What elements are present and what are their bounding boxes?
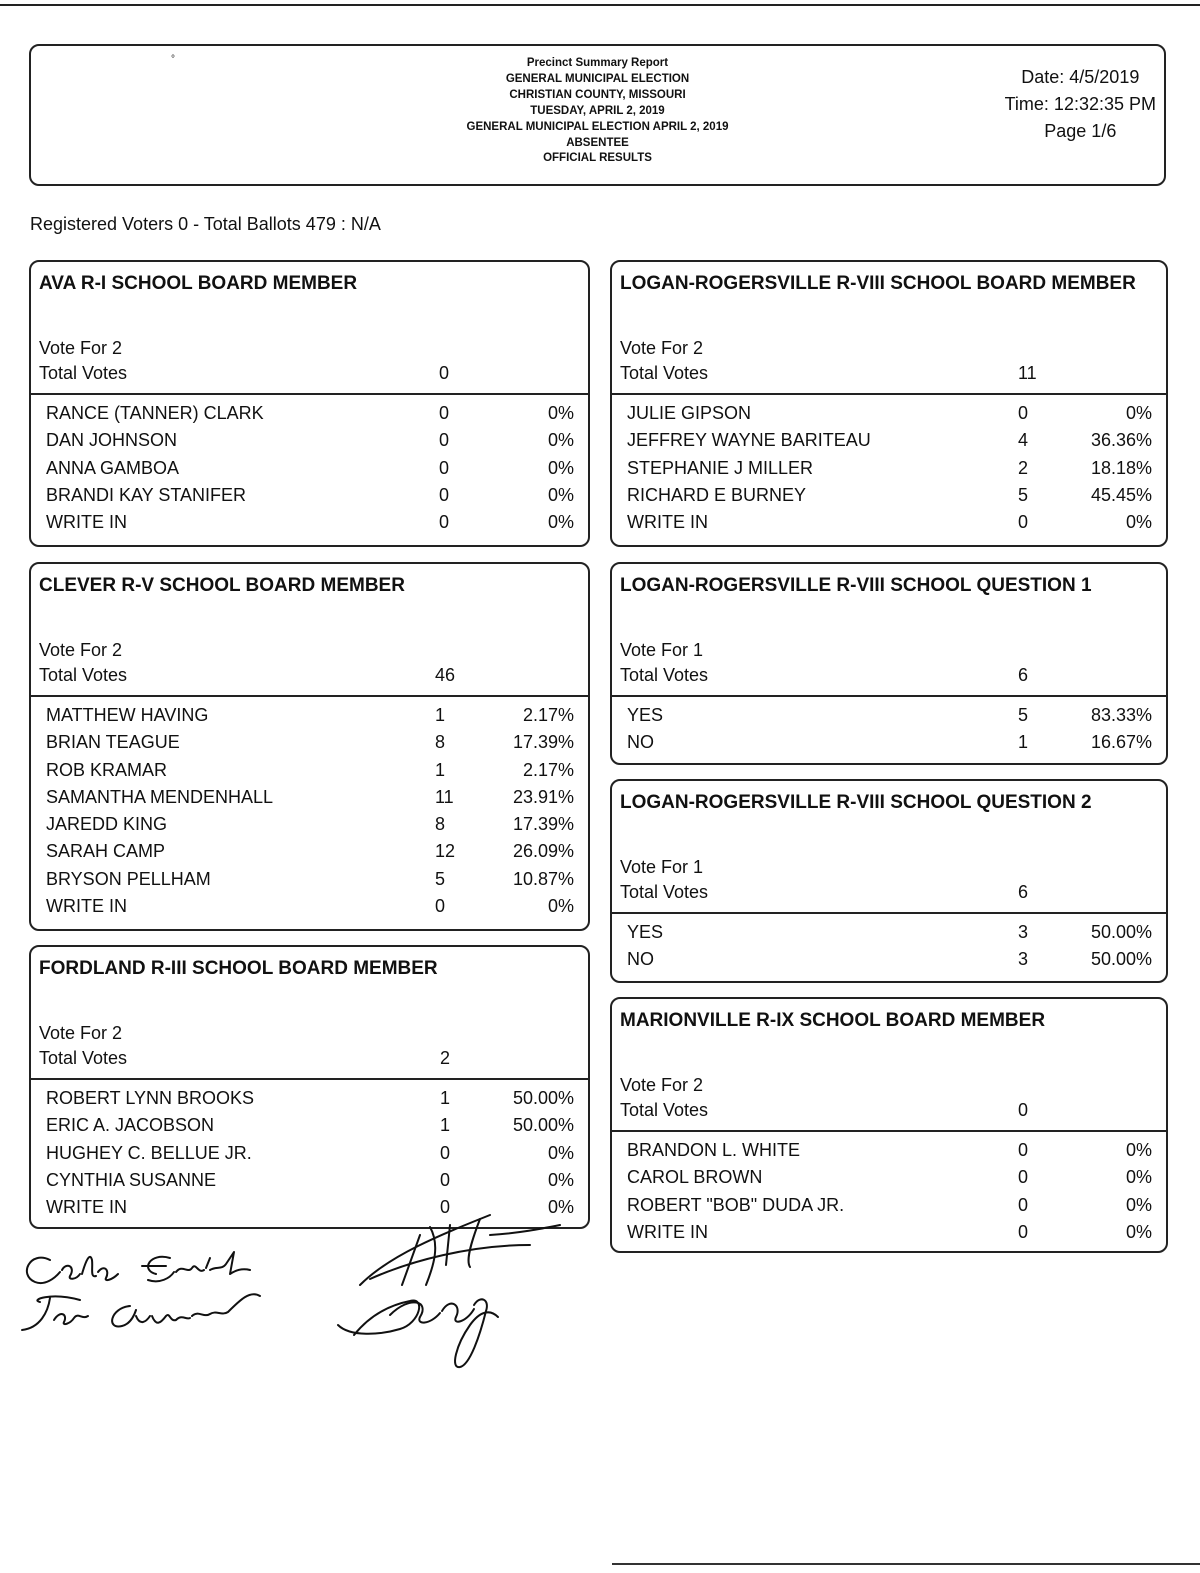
race-title: AVA R-I SCHOOL BOARD MEMBER — [39, 273, 358, 294]
candidate-percent: 0% — [1125, 512, 1152, 533]
candidate-row — [627, 482, 1152, 509]
candidate-percent: 0% — [547, 457, 574, 478]
candidate-name: SAMANTHA MENDENHALL — [46, 786, 274, 807]
vote-for: Vote For 2 — [39, 1023, 123, 1043]
jurisdiction: CHRISTIAN COUNTY, MISSOURI — [509, 88, 686, 101]
candidate-name: BRANDI KAY STANIFER — [46, 484, 247, 505]
candidate-row — [46, 1140, 574, 1167]
candidate-percent: 0% — [547, 512, 574, 533]
total-votes-row — [620, 361, 1166, 386]
candidate-votes: 3 — [1018, 949, 1029, 970]
candidate-percent: 2.17% — [522, 705, 574, 725]
race-meta — [620, 855, 1166, 905]
candidate-percent: 36.36% — [1090, 430, 1152, 451]
candidate-row — [46, 729, 574, 756]
candidate-name: ROBERT "BOB" DUDA JR. — [627, 1194, 845, 1215]
race-meta — [39, 638, 588, 688]
candidate-percent: 16.67% — [1090, 732, 1152, 753]
vote-for: Vote For 2 — [620, 1075, 704, 1095]
total-votes-row — [39, 361, 588, 386]
candidate-percent: 0% — [547, 1142, 574, 1163]
candidate-votes: 5 — [1018, 484, 1029, 505]
candidate-row — [627, 455, 1152, 482]
candidate-percent: 0% — [1125, 1140, 1152, 1160]
candidate-name: WRITE IN — [46, 1197, 127, 1218]
candidate-row — [46, 811, 574, 838]
race-meta — [620, 638, 1166, 688]
candidate-votes: 0 — [440, 1197, 451, 1218]
candidate-row — [46, 1085, 574, 1112]
candidate-votes: 1 — [435, 705, 446, 725]
candidate-row — [627, 509, 1152, 536]
total-votes-value: 2 — [440, 1048, 451, 1068]
candidate-name: WRITE IN — [46, 896, 127, 917]
candidate-row — [46, 866, 574, 893]
candidate-name: ANNA GAMBOA — [46, 457, 180, 478]
candidate-name: CAROL BROWN — [627, 1167, 763, 1188]
precinct-name: ABSENTEE — [566, 136, 629, 149]
candidate-votes: 1 — [1018, 732, 1029, 753]
candidate-list — [46, 702, 574, 920]
candidate-row — [627, 1164, 1152, 1191]
candidate-percent: 17.39% — [512, 814, 574, 835]
race-box — [610, 997, 1168, 1253]
race-title: LOGAN-ROGERSVILLE R-VIII SCHOOL BOARD MEMBER — [620, 273, 1136, 294]
candidate-name: ERIC A. JACOBSON — [46, 1115, 215, 1136]
candidate-row — [46, 1112, 574, 1139]
candidate-name: DAN JOHNSON — [46, 430, 178, 451]
race-box — [29, 945, 590, 1229]
candidate-row — [627, 946, 1152, 973]
race-meta — [620, 336, 1166, 386]
results-status: OFFICIAL RESULTS — [543, 152, 652, 165]
candidate-row — [46, 509, 574, 536]
candidate-row — [627, 702, 1152, 729]
total-votes-label: Total Votes — [620, 665, 709, 685]
bottom-rule — [612, 1563, 1200, 1565]
candidate-votes: 0 — [439, 403, 450, 423]
candidate-percent: 45.45% — [1090, 484, 1152, 505]
candidate-votes: 0 — [439, 457, 450, 478]
signature-1 — [10, 1240, 310, 1360]
candidate-percent: 0% — [1125, 1221, 1152, 1242]
candidate-row — [627, 1219, 1152, 1246]
candidate-name: ROBERT LYNN BROOKS — [46, 1088, 255, 1108]
candidate-name: HUGHEY C. BELLUE JR. — [46, 1142, 252, 1163]
candidate-percent: 0% — [547, 430, 574, 451]
candidate-votes: 0 — [1018, 1221, 1029, 1242]
candidate-row — [627, 427, 1152, 454]
candidate-name: MATTHEW HAVING — [46, 705, 209, 725]
header-mark: ° — [171, 54, 175, 65]
candidate-name: NO — [627, 732, 654, 753]
candidate-votes: 5 — [1018, 705, 1029, 725]
candidate-votes: 0 — [440, 1142, 451, 1163]
report-title: Precinct Summary Report — [526, 57, 669, 69]
race-divider — [612, 695, 1166, 697]
top-rule — [0, 4, 1200, 6]
candidate-votes: 0 — [439, 430, 450, 451]
candidate-votes: 8 — [435, 814, 446, 835]
candidate-votes: 5 — [435, 868, 446, 889]
total-votes-row — [39, 663, 588, 688]
vote-for: Vote For 1 — [620, 857, 704, 877]
race-box — [610, 260, 1168, 547]
candidate-row — [46, 838, 574, 865]
candidate-row — [46, 1167, 574, 1194]
ballot-summary: Registered Voters 0 - Total Ballots 479 : N/A — [30, 214, 381, 234]
race-title: LOGAN-ROGERSVILLE R-VIII SCHOOL QUESTION 2 — [620, 792, 1092, 813]
candidate-list — [46, 400, 574, 536]
candidate-percent: 50.00% — [512, 1088, 574, 1108]
candidate-votes: 0 — [1018, 1194, 1029, 1215]
vote-for: Vote For 2 — [39, 640, 123, 660]
candidate-votes: 1 — [440, 1088, 451, 1108]
candidate-percent: 0% — [547, 403, 574, 423]
candidate-name: BRANDON L. WHITE — [627, 1140, 801, 1160]
candidate-name: YES — [627, 705, 664, 725]
candidate-votes: 0 — [1018, 1167, 1029, 1188]
candidate-percent: 2.17% — [522, 759, 574, 780]
total-votes-label: Total Votes — [620, 1100, 709, 1120]
candidate-votes: 8 — [435, 732, 446, 753]
candidate-name: RANCE (TANNER) CLARK — [46, 403, 264, 423]
candidate-votes: 11 — [435, 786, 454, 807]
candidate-percent: 0% — [1125, 1194, 1152, 1215]
race-box — [610, 562, 1168, 765]
candidate-row — [46, 400, 574, 427]
candidate-votes: 0 — [439, 484, 450, 505]
total-votes-value: 6 — [1018, 665, 1029, 685]
candidate-percent: 18.18% — [1090, 457, 1152, 478]
candidate-row — [627, 1137, 1152, 1164]
race-title: MARIONVILLE R-IX SCHOOL BOARD MEMBER — [620, 1010, 1046, 1031]
candidate-percent: 0% — [1125, 403, 1152, 423]
race-divider — [31, 1078, 588, 1080]
candidate-votes: 3 — [1018, 922, 1029, 942]
candidate-percent: 50.00% — [1090, 949, 1152, 970]
candidate-row — [46, 702, 574, 729]
candidate-votes: 4 — [1018, 430, 1029, 451]
total-votes-value: 0 — [1018, 1100, 1029, 1120]
election-name: GENERAL MUNICIPAL ELECTION — [505, 72, 690, 85]
total-votes-label: Total Votes — [620, 363, 709, 383]
race-divider — [612, 1130, 1166, 1132]
candidate-votes: 2 — [1018, 457, 1029, 478]
report-header — [29, 44, 1166, 186]
total-votes-row — [620, 880, 1166, 905]
report-date: Date: 4/5/2019 — [1021, 67, 1140, 87]
candidate-name: STEPHANIE J MILLER — [627, 457, 814, 478]
vote-for: Vote For 2 — [620, 338, 704, 358]
candidate-row — [627, 729, 1152, 756]
candidate-percent: 10.87% — [512, 868, 574, 889]
candidate-name: WRITE IN — [627, 512, 708, 533]
race-box — [610, 779, 1168, 983]
report-time: Time: 12:32:35 PM — [1004, 94, 1156, 114]
race-divider — [31, 695, 588, 697]
total-votes-label: Total Votes — [39, 1048, 128, 1068]
report-meta — [1005, 64, 1156, 145]
candidate-row — [46, 482, 574, 509]
candidate-percent: 26.09% — [512, 841, 574, 862]
candidate-row — [627, 1192, 1152, 1219]
total-votes-label: Total Votes — [39, 363, 128, 383]
candidate-percent: 0% — [547, 1197, 574, 1218]
total-votes-row — [39, 1046, 588, 1071]
race-title: FORDLAND R-III SCHOOL BOARD MEMBER — [39, 958, 438, 979]
total-votes-row — [620, 1098, 1166, 1123]
candidate-list — [627, 1137, 1152, 1246]
candidate-row — [627, 919, 1152, 946]
report-title-block — [31, 56, 1164, 167]
candidate-votes: 1 — [440, 1115, 451, 1136]
candidate-name: YES — [627, 922, 664, 942]
race-divider — [612, 912, 1166, 914]
candidate-percent: 0% — [547, 896, 574, 917]
candidate-row — [46, 757, 574, 784]
candidate-name: JAREDD KING — [46, 814, 168, 835]
candidate-name: WRITE IN — [627, 1221, 708, 1242]
candidate-name: BRYSON PELLHAM — [46, 868, 211, 889]
total-votes-value: 0 — [439, 363, 450, 383]
candidate-row — [46, 455, 574, 482]
total-votes-label: Total Votes — [620, 882, 709, 902]
candidate-votes: 0 — [1018, 403, 1029, 423]
race-divider — [612, 393, 1166, 395]
candidate-percent: 50.00% — [512, 1115, 574, 1136]
race-title: LOGAN-ROGERSVILLE R-VIII SCHOOL QUESTION 1 — [620, 575, 1092, 596]
election-title: GENERAL MUNICIPAL ELECTION APRIL 2, 2019 — [466, 120, 729, 133]
candidate-name: CYNTHIA SUSANNE — [46, 1169, 217, 1190]
total-votes-value: 11 — [1018, 363, 1037, 383]
candidate-votes: 0 — [1018, 1140, 1029, 1160]
candidate-list — [627, 919, 1152, 974]
candidate-percent: 83.33% — [1090, 705, 1152, 725]
candidate-list — [627, 702, 1152, 757]
candidate-percent: 0% — [547, 1169, 574, 1190]
race-meta — [39, 1021, 588, 1071]
candidate-votes: 12 — [435, 841, 456, 862]
candidate-votes: 0 — [440, 1169, 451, 1190]
candidate-votes: 0 — [1018, 512, 1029, 533]
candidate-percent: 50.00% — [1090, 922, 1152, 942]
election-date: TUESDAY, APRIL 2, 2019 — [530, 104, 665, 117]
page-number: Page 1/6 — [1044, 121, 1117, 141]
vote-for: Vote For 1 — [620, 640, 704, 660]
vote-for: Vote For 2 — [39, 338, 123, 358]
candidate-votes: 0 — [435, 896, 446, 917]
candidate-name: RICHARD E BURNEY — [627, 484, 807, 505]
candidate-percent: 0% — [547, 484, 574, 505]
total-votes-row — [620, 663, 1166, 688]
candidate-row — [627, 400, 1152, 427]
signature-3 — [330, 1205, 590, 1375]
race-title: CLEVER R-V SCHOOL BOARD MEMBER — [39, 575, 405, 596]
race-meta — [39, 336, 588, 386]
candidate-list — [627, 400, 1152, 536]
candidate-name: BRIAN TEAGUE — [46, 732, 180, 753]
candidate-name: JEFFREY WAYNE BARITEAU — [627, 430, 871, 451]
race-box — [29, 562, 590, 931]
candidate-votes: 0 — [439, 512, 450, 533]
candidate-row — [46, 427, 574, 454]
candidate-row — [46, 784, 574, 811]
candidate-name: WRITE IN — [46, 512, 127, 533]
candidate-name: ROB KRAMAR — [46, 759, 168, 780]
total-votes-label: Total Votes — [39, 665, 128, 685]
race-box — [29, 260, 590, 547]
candidate-percent: 23.91% — [512, 786, 574, 807]
candidate-name: NO — [627, 949, 654, 970]
candidate-percent: 0% — [1125, 1167, 1152, 1188]
total-votes-value: 6 — [1018, 882, 1029, 902]
candidate-name: JULIE GIPSON — [627, 403, 752, 423]
candidate-votes: 1 — [435, 759, 446, 780]
candidate-row — [46, 893, 574, 920]
candidate-percent: 17.39% — [512, 732, 574, 753]
total-votes-value: 46 — [435, 665, 456, 685]
candidate-list — [46, 1085, 574, 1221]
race-divider — [31, 393, 588, 395]
race-meta — [620, 1073, 1166, 1123]
candidate-name: SARAH CAMP — [46, 841, 166, 862]
